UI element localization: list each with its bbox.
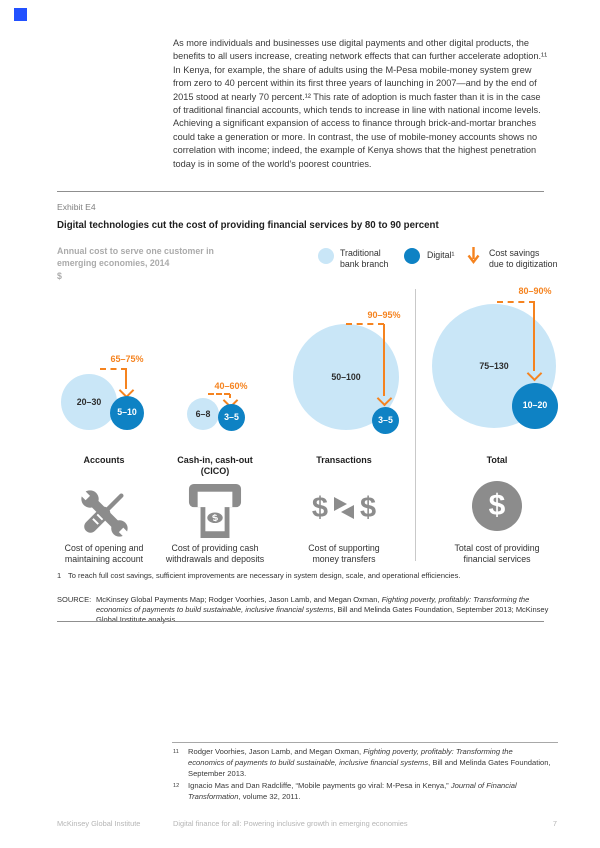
dollar-glyph: $ [311, 492, 328, 524]
legend-savings-label [489, 248, 579, 270]
footnote-text-part: Ignacio Mas and Dan Radcliffe, “Mobile payments go viral: M-Pesa in Kenya,” [188, 780, 451, 790]
legend-savings-line1: Cost savings [489, 248, 540, 258]
savings-dash-line [100, 368, 127, 370]
intro-line: 2015 stood at nearly 70 percent.¹² This rate of adoption is much faster than it is in the case [173, 91, 541, 102]
intro-line: As more individuals and businesses use digital payments and other digital products, the [173, 38, 529, 48]
footnotes-rule [172, 742, 558, 743]
dollar-glyph: $ [360, 492, 377, 524]
savings-dash-line [497, 301, 535, 303]
chart-unit-label: $ [57, 270, 62, 281]
footnote-text-part: , Bill and Melinda Gates Foundation, [428, 757, 551, 767]
bubble-value: 6–8 [195, 409, 211, 419]
traditional-bubble-accounts [61, 374, 117, 430]
digital-bubble-accounts [110, 396, 144, 430]
intro-line: In Kenya, for example, the share of adults using the M-Pesa mobile-money system grew [173, 64, 532, 75]
source-text-part: McKinsey Global Payments Map; Rodger Voorhies, Jason Lamb, and Megan Oxman, [96, 595, 382, 604]
category-header-transactions [294, 455, 394, 466]
caption-line: financial services [463, 553, 531, 564]
source-label: SOURCE: [57, 595, 92, 604]
bubble-value: 3–5 [378, 414, 393, 425]
bubble-value: 5–10 [117, 407, 137, 418]
bubble-value: 50–100 [331, 372, 361, 382]
chart-subtitle [57, 245, 287, 282]
savings-arrow-line [383, 324, 385, 396]
exhibit-title: Digital technologies cut the cost of providing financial services by 80 to 90 percent [57, 220, 439, 231]
page-footnotes [173, 747, 563, 804]
total-column-divider [415, 289, 416, 561]
footer-report-title: Digital finance for all: Powering inclusive growth in emerging economies [173, 819, 408, 828]
exhibit-label: Exhibit E4 [57, 202, 96, 212]
money-transfer-icon [308, 488, 380, 528]
legend-traditional-line2: bank branch [340, 259, 389, 269]
category-header-total [447, 455, 547, 466]
category-header-cico [160, 455, 270, 477]
footnote-text-part: September 2013. [188, 768, 247, 778]
savings-arrow-line [533, 302, 535, 371]
source-text-part: , Bill and Melinda Gates Foundation, September 2013; McKinsey Global Institute analysis [96, 605, 549, 625]
mckinsey-logo-square [14, 8, 27, 21]
footnote-text-italic: Fighting poverty, profitably: Transforming the [363, 747, 513, 756]
atm-icon [188, 483, 242, 539]
legend-traditional-label [340, 248, 395, 270]
legend-digital-dot-icon [404, 248, 420, 264]
traditional-bubble-cico [187, 398, 219, 430]
exhibit-bottom-rule [57, 621, 544, 622]
digital-bubble-total [512, 383, 558, 429]
category-header-accounts [54, 455, 154, 466]
savings-label-accounts: 65–75% [110, 354, 144, 364]
legend-down-arrow-icon [467, 246, 480, 266]
intro-paragraph [173, 37, 568, 171]
tools-icon [77, 486, 131, 540]
digital-bubble-cico [218, 404, 245, 431]
intro-line: could take a generation or more. In contrast, the use of mobile-money accounts shows no [173, 131, 538, 142]
intro-line: benefits to all users increase, creating network effects that can further accelerate adoption.¹¹ [173, 51, 548, 62]
footnote-text-part: Rodger Voorhies, Jason Lamb, and Megan Oxman, [188, 747, 364, 756]
caption-line: Cost of opening and [64, 543, 144, 553]
footnote-11 [173, 747, 563, 780]
dollar-circle-icon [472, 481, 522, 531]
caption-line: Cost of providing cash [171, 543, 259, 553]
bubble-value: 20–30 [76, 397, 102, 407]
bubble-value: 3–5 [224, 411, 239, 422]
footnote-text-italic: Transformation [188, 791, 239, 801]
legend-digital-label: Digital¹ [427, 250, 455, 260]
dollar-glyph: $ [488, 489, 506, 522]
caption-accounts [49, 543, 159, 564]
footnote-text: To reach full cost savings, sufficient improvements are necessary in system design, scale, and operational efficiencies. [68, 571, 461, 580]
footnote-marker: 1 [57, 571, 62, 580]
footer-page-number: 7 [552, 819, 557, 828]
footnote-marker: 12 [173, 782, 180, 789]
legend-savings-line2: due to digitization [489, 259, 558, 269]
intro-line: correlation with income; indeed, the example of Kenya shows that the highest penetration [173, 145, 537, 156]
transfer-arrows-icon [333, 496, 355, 520]
category-line: Transactions [316, 455, 372, 465]
section-divider-rule [57, 191, 544, 192]
caption-line: withdrawals and deposits [165, 553, 265, 564]
caption-cico [152, 543, 278, 564]
savings-dash-line [346, 323, 384, 325]
savings-label-transactions: 90–95% [367, 310, 401, 320]
exhibit-footnote [57, 571, 557, 580]
footnote-marker: 11 [173, 749, 179, 755]
legend-traditional-line1: Traditional [340, 248, 381, 258]
source-text-italic: Fighting poverty, profitably: Transforming the economics of payments to build sustainable, inclusive financial systems [96, 595, 530, 615]
legend-traditional-dot-icon [318, 248, 334, 264]
bubble-value: 10–20 [522, 400, 548, 411]
category-line: (CICO) [200, 466, 230, 476]
digital-bubble-transactions [372, 407, 399, 434]
svg-text:$: $ [211, 512, 220, 525]
footnote-text-italic: economics of payments to build sustainable, inclusive financial systems [188, 757, 429, 767]
bubble-value: 75–130 [479, 361, 509, 371]
caption-line: maintaining account [64, 553, 144, 564]
intro-line: today is in some of the world’s poorest countries. [173, 158, 372, 169]
category-line: Cash-in, cash-out [177, 455, 253, 465]
intro-line: from zero to 40 percent within its first three years of launching in 2007—and by the end of [173, 78, 537, 89]
caption-total [437, 543, 557, 564]
chart-subtitle-line: Annual cost to serve one customer in [57, 246, 214, 256]
caption-transactions [289, 543, 399, 564]
footnote-text-italic: Journal of Financial [450, 780, 517, 790]
intro-line: Achieving a significant expansion of access to finance through brick-and-mortar branches [173, 118, 537, 129]
savings-label-total: 80–90% [518, 286, 552, 296]
footnote-text-part: , volume 32, 2011. [238, 791, 301, 801]
category-line: Accounts [83, 455, 125, 465]
chart-subtitle-line: emerging economies, 2014 [57, 258, 170, 269]
category-line: Total [486, 455, 508, 465]
caption-line: Total cost of providing [454, 543, 540, 553]
caption-line: money transfers [312, 553, 376, 564]
footnote-12 [173, 781, 563, 803]
savings-label-cico: 40–60% [214, 381, 248, 391]
caption-line: Cost of supporting [308, 543, 380, 553]
intro-line: of traditional financial accounts, which tends to increase in line with national income levels. [173, 105, 541, 116]
footer-institute: McKinsey Global Institute [57, 819, 141, 828]
